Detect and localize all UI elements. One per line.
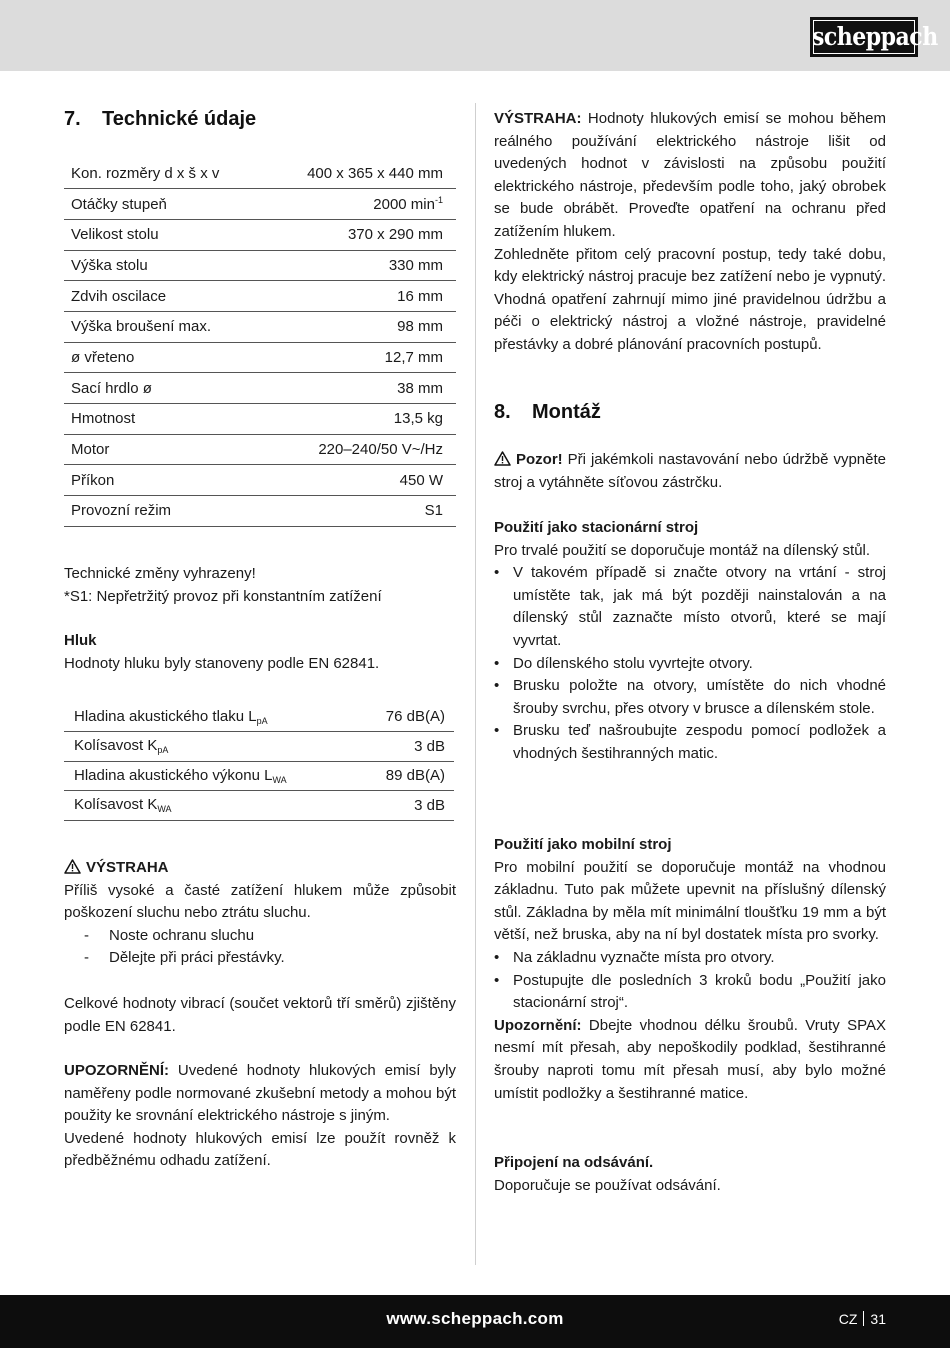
page-separator [863, 1311, 864, 1326]
spec-label: Otáčky stupeň [64, 189, 264, 220]
spec-label: Kon. rozměry d x š x v [64, 158, 264, 189]
bullet-marker: • [494, 654, 500, 672]
spec-value-text: S1 [424, 502, 443, 520]
stationary-heading: Použití jako stacionární stroj [494, 519, 699, 536]
list-item [494, 947, 886, 970]
changes-note: Technické změny vyhrazeny! [64, 565, 256, 582]
warning-item-text: Noste ochranu sluchu [109, 926, 255, 944]
spec-value-text: 220–240/50 V~/Hz [318, 441, 443, 459]
noise-value: 3 dB [363, 732, 454, 762]
stationary-list [494, 562, 886, 765]
warn-paragraph [494, 108, 886, 244]
spec-label: Provozní režim [64, 496, 264, 527]
vibration-note [64, 993, 456, 1038]
noise-value: 76 dB(A) [363, 702, 454, 732]
stationary-intro: Pro trvalé použití se doporučuje montáž na dílenský stůl. [494, 541, 871, 559]
s1-note: *S1: Nepřetržitý provoz při konstantním zatížení [64, 587, 382, 605]
mobile-note-text: Dbejte vhodnou délku šroubů. Vruty SPAX nesmí mít přesah, aby nepoškodily podklad, šestihranné šrouby naproti tomu mít přesah musí, aby bylo možné umístit podložky a šestihranné matice. [494, 1016, 886, 1102]
list-item [64, 947, 456, 970]
noise-label-subscript: pA [157, 745, 169, 756]
warn-paragraph-2: Zohledněte přitom celý pracovní postup, tedy také dobu, kdy elektrický nástroj pracuje bez zatížení nebo je vypnutý. Vhodná opatření zahrnují mimo jiné pravidelnou údržbu a péči o elektrický nástroj a vložné nástroje, pravidelné přestávky a dobré plánování pracovních postupů. [494, 245, 886, 353]
spec-value-text: 370 x 290 mm [347, 226, 443, 244]
noise-label-text: Hladina akustického výkonu L [74, 766, 273, 784]
dust-heading: Připojení na odsávání. [494, 1154, 654, 1171]
spec-label: Zdvih oscilace [64, 281, 264, 312]
list-item-text: Brusku položte na otvory, umístěte do nich vhodné šrouby svrchu, přes otvory v brusce a dílenském stole. [513, 677, 886, 717]
spec-label: Příkon [64, 465, 264, 496]
bullet-marker: • [494, 677, 500, 695]
spec-label: Výška broušení max. [64, 311, 264, 342]
spec-value [264, 281, 456, 312]
table-row [64, 791, 454, 821]
dust-text: Doporučuje se používat odsávání. [494, 1176, 721, 1194]
list-item-text: Do dílenského stolu vyvrtejte otvory. [513, 654, 753, 672]
list-item-text: Na základnu vyznačte místa pro otvory. [513, 948, 775, 966]
dash-marker: - [84, 949, 89, 967]
mobile-note-label: Upozornění: [494, 1016, 582, 1034]
spec-label: Hmotnost [64, 404, 264, 435]
notice-block [64, 1060, 456, 1173]
dust-extraction-section [494, 1152, 886, 1197]
table-row [64, 465, 456, 496]
spec-value-text: 98 mm [397, 318, 443, 336]
spec-value [264, 496, 456, 527]
table-row [64, 219, 456, 250]
noise-label [64, 702, 363, 732]
list-item [494, 562, 886, 652]
notice-label: UPOZORNĚNÍ: [64, 1062, 169, 1079]
warning-title: VÝSTRAHA [86, 859, 169, 876]
page-indicator [839, 1311, 886, 1327]
language-code: CZ [838, 1311, 858, 1327]
caution-block [494, 449, 886, 494]
warning-triangle-icon [494, 451, 511, 466]
mobile-note [494, 1015, 886, 1105]
hearing-warning [64, 857, 456, 970]
noise-label-text: Kolísavost K [74, 737, 158, 755]
list-item [64, 925, 456, 948]
spec-value-text: 16 mm [397, 287, 443, 305]
notice-text-2: Uvedené hodnoty hlukových emisí lze použít rovněž k předběžnému odhadu zatížení. [64, 1129, 456, 1170]
noise-label-subscript: WA [157, 804, 172, 815]
caution-label: Pozor! [516, 451, 563, 468]
spec-value [264, 342, 456, 373]
noise-heading: Hluk [64, 632, 97, 649]
table-row [64, 158, 456, 189]
noise-label-subscript: pA [256, 715, 268, 726]
spec-value-text: 400 x 365 x 440 mm [307, 164, 443, 182]
section-title: Montáž [532, 401, 601, 423]
stationary-section [494, 517, 886, 766]
dash-marker: - [84, 926, 89, 944]
footer-band [0, 1295, 950, 1348]
spec-label: Výška stolu [64, 250, 264, 281]
mobile-list [494, 947, 886, 1015]
warning-text: Příliš vysoké a časté zatížení hlukem může způsobit poškození sluchu nebo ztrátu sluchu. [64, 881, 456, 922]
list-item [494, 720, 886, 765]
spec-label: Motor [64, 434, 264, 465]
table-row [64, 189, 456, 220]
spec-value-text: 2000 min [373, 196, 435, 214]
bullet-marker: • [494, 564, 500, 582]
bullet-marker: • [494, 971, 500, 989]
list-item [494, 970, 886, 1015]
spec-unit-exponent: -1 [434, 195, 443, 206]
spec-value [264, 373, 456, 404]
noise-label [64, 732, 363, 762]
section-number: 8. [494, 401, 511, 423]
mobile-intro: Pro mobilní použití se doporučuje montáž na vhodnou základnu. Tuto pak můžete upevnit na příslušný dílenský stůl. Základna by měla mít minimální tloušťku 19 mm a být větší, než bruska, aby na ní byl dostatek místa pro svorky. [494, 858, 886, 944]
table-row [64, 311, 456, 342]
vibration-text: Celkové hodnoty vibrací (součet vektorů tří směrů) zjištěny podle EN 62841. [64, 995, 456, 1035]
spec-value [264, 219, 456, 250]
noise-label-text: Kolísavost K [74, 796, 158, 814]
specs-table [64, 158, 456, 527]
spec-value [264, 311, 456, 342]
table-row [64, 496, 456, 527]
noise-section [64, 630, 456, 675]
spec-value-text: 38 mm [397, 379, 443, 397]
bullet-marker: • [494, 722, 500, 740]
list-item-text: V takovém případě si značte otvory na vrtání - stroj umístěte tak, jak má být později nainstalován a na dílenský stůl zaznačte místo otvorů, které se mají vyvrtat. [513, 564, 886, 649]
table-row [64, 434, 456, 465]
warn-text: Hodnoty hlukových emisí se mohou během reálného používání elektrického nástroje lišit od uvedených hodnot v závislosti na způsobu použití elektrického nástroje, především podle toho, jaký obrobek se bude obrábět. Proveďte opatření na ochranu před zatížením hlukem. [494, 110, 886, 240]
spec-value [264, 189, 456, 220]
noise-value: 3 dB [363, 791, 454, 821]
noise-label-subscript: WA [272, 774, 287, 785]
noise-label [64, 791, 363, 821]
noise-label-text: Hladina akustického tlaku L [74, 707, 257, 725]
section-number: 7. [64, 108, 81, 130]
spec-value [264, 434, 456, 465]
noise-table [64, 702, 454, 821]
spec-value-text: 450 W [399, 471, 443, 489]
table-row [64, 404, 456, 435]
list-item [494, 675, 886, 720]
section-7-heading [64, 108, 256, 131]
warning-list [64, 925, 456, 970]
spec-label: ø vřeteno [64, 342, 264, 373]
header-band [0, 0, 950, 71]
noise-label [64, 761, 363, 791]
page-number: 31 [870, 1311, 886, 1327]
logo-text: scheppach [812, 22, 938, 52]
table-row [64, 702, 454, 732]
spec-value-text: 13,5 kg [393, 410, 443, 428]
table-row [64, 281, 456, 312]
warning-triangle-icon [64, 859, 81, 874]
spec-label: Velikost stolu [64, 219, 264, 250]
spec-notes [64, 563, 456, 608]
spec-value [264, 158, 456, 189]
notice-paragraph [64, 1060, 456, 1128]
section-title: Technické údaje [102, 108, 257, 130]
list-item-text: Brusku teď našroubujte zespodu pomocí podložek a vhodných šestihranných matic. [513, 722, 886, 762]
scheppach-logo[interactable] [810, 17, 938, 57]
table-row [64, 761, 454, 791]
caution-text: Při jakémkoli nastavování nebo údržbě vypněte stroj a vytáhněte síťovou zástrčku. [494, 451, 886, 491]
warn-label: VÝSTRAHA: [494, 110, 582, 127]
section-8-heading [494, 401, 601, 424]
spec-value-text: 330 mm [388, 256, 443, 274]
caution-paragraph [494, 449, 886, 494]
table-row [64, 250, 456, 281]
table-row [64, 373, 456, 404]
spec-value [264, 465, 456, 496]
column-divider [475, 103, 476, 1265]
noise-emission-warning [494, 108, 886, 357]
list-item [494, 653, 886, 676]
spec-value [264, 404, 456, 435]
table-row [64, 732, 454, 762]
website-link[interactable]: www.scheppach.com [386, 1309, 564, 1328]
mobile-heading: Použití jako mobilní stroj [494, 836, 672, 853]
notice-text: Uvedené hodnoty hlukových emisí byly naměřeny podle normované zkušební metody a mohou být použity ke srovnání elektrického nástroje s jiným. [64, 1062, 456, 1125]
list-item-text: Postupujte dle posledních 3 kroků bodu „Použití jako stacionární stroj“. [513, 971, 886, 1012]
mobile-section [494, 834, 886, 1105]
noise-value: 89 dB(A) [363, 761, 454, 791]
table-row [64, 342, 456, 373]
spec-label: Sací hrdlo ø [64, 373, 264, 404]
warning-title-line [64, 857, 456, 880]
warning-item-text: Dělejte při práci přestávky. [109, 949, 285, 967]
bullet-marker: • [494, 948, 500, 966]
spec-value [264, 250, 456, 281]
spec-value-text: 12,7 mm [384, 348, 443, 366]
noise-intro: Hodnoty hluku byly stanoveny podle EN 62841. [64, 654, 380, 672]
